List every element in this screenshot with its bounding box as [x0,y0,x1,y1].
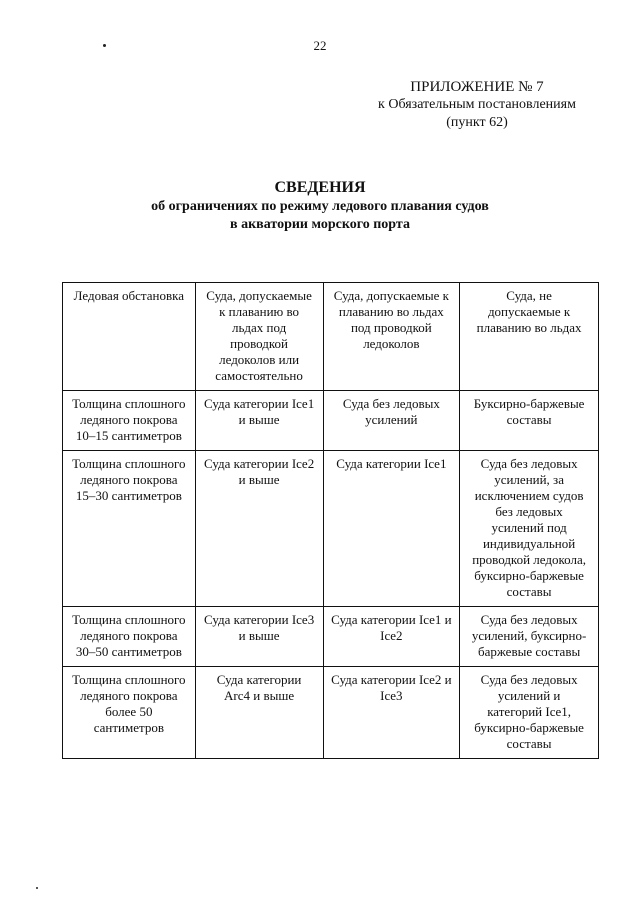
heading-subtitle-line1: об ограничениях по режиму ледового плавания судов [151,199,489,214]
heading-subtitle-line2: в акватории морского порта [230,217,410,232]
header-text: Суда, допускаемые к плаванию во льдах под проводкой ледоколов [333,288,449,351]
cell-text: Суда без ледовых усилений, за исключением судов без ледовых усилений под индивидуальной проводкой ледокола, буксирно-баржевые составы [472,456,586,599]
appendix-title: ПРИЛОЖЕНИЕ № 7 [410,79,544,95]
appendix-document: к Обязательным постановлениям [378,97,576,112]
table-header-row [63,283,599,391]
cell-text: Толщина сплошного ледяного покрова 10–15 сантиметров [72,396,186,443]
table-cell [460,391,599,451]
table-cell [323,391,460,451]
table-cell [323,451,460,607]
table-cell [195,607,323,667]
cell-text: Суда категории Ice1 и выше [203,396,315,427]
cell-text: Толщина сплошного ледяного покрова более 50 сантиметров [72,672,186,735]
table-cell [63,391,196,451]
table-cell [460,451,599,607]
header-allowed-escort-or-independent [195,283,323,391]
header-not-allowed [460,283,599,391]
cell-text: Толщина сплошного ледяного покрова 15–30 сантиметров [72,456,186,503]
table-row [63,607,599,667]
ice-navigation-table [62,282,599,759]
header-ice-conditions [63,283,196,391]
cell-text: Суда категории Ice2 и Ice3 [331,672,452,703]
table-cell [63,667,196,759]
table-cell [195,391,323,451]
table-row [63,451,599,607]
header-text: Ледовая обстановка [73,288,185,303]
table-row [63,667,599,759]
cell-text: Суда категории Ice3 и выше [203,612,315,643]
table-row [63,391,599,451]
table-cell [323,667,460,759]
table-cell [323,607,460,667]
cell-text: Суда категории Arc4 и выше [216,672,302,703]
appendix-clause: (пункт 62) [446,115,508,130]
table-cell [63,451,196,607]
appendix-reference [347,78,607,132]
table-cell [460,607,599,667]
cell-text: Суда категории Ice2 и выше [203,456,315,487]
page-number: 22 [313,38,327,53]
cell-text: Суда категории Ice1 и Ice2 [331,612,452,643]
cell-text: Толщина сплошного ледяного покрова 30–50 сантиметров [72,612,186,659]
cell-text: Суда без ледовых усилений, буксирно- баржевые составы [471,612,587,659]
cell-text: Суда без ледовых усилений и категорий Ice1, буксирно-баржевые составы [474,672,584,751]
table-cell [63,607,196,667]
cell-text: Буксирно-баржевые составы [473,396,585,427]
header-text: Суда, допускаемые к плаванию во льдах под проводкой ледоколов или самостоятельно [206,288,312,383]
header-text: Суда, не допускаемые к плаванию во льдах [476,288,582,335]
heading-title: СВЕДЕНИЯ [274,179,366,196]
scan-speck-bottom [36,887,38,889]
cell-text: Суда без ледовых усилений [342,396,440,427]
table-cell [460,667,599,759]
header-allowed-escort-only [323,283,460,391]
table-cell [195,451,323,607]
table-cell [195,667,323,759]
document-heading [0,178,640,234]
cell-text: Суда категории Ice1 [336,456,447,471]
